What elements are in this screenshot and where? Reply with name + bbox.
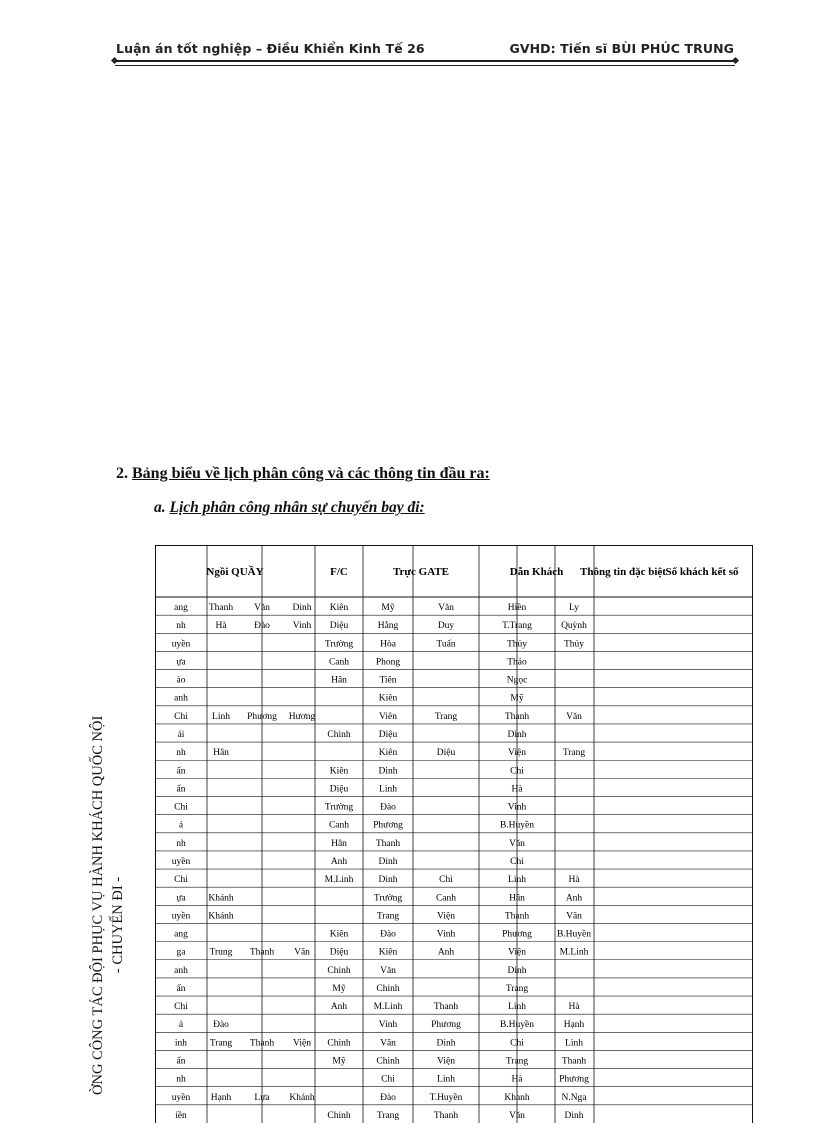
table-cell: Trường — [373, 893, 403, 904]
table-cell: Hà — [568, 875, 580, 886]
table-cell: Kiên — [378, 748, 398, 759]
table-cell: Dinh — [564, 1110, 584, 1121]
table-cell: Linh — [508, 1002, 526, 1013]
table-cell: inh — [174, 1038, 188, 1049]
table-cell: Hà — [215, 621, 227, 632]
table-cell: Dinh — [507, 730, 527, 741]
header-rule — [115, 60, 735, 66]
table-cell: Linh — [379, 784, 397, 795]
table-cell: Kiên — [329, 929, 349, 940]
section-title: Bảng biểu về lịch phân công và các thông tin đầu ra: — [132, 465, 490, 482]
table-cell: Viện — [508, 748, 526, 759]
table-cell: Đào — [380, 802, 396, 813]
table-cell: Văn — [509, 838, 525, 849]
table-cell: Viên — [379, 711, 397, 722]
table-cell: Linh — [508, 875, 526, 886]
subsection-heading — [154, 499, 425, 517]
table-cell: Thanh — [375, 838, 401, 849]
header-left-title: Luận án tốt nghiệp – Điều Khiển Kinh Tế 26 — [116, 41, 425, 56]
table-cell: B.Huyền — [556, 929, 592, 940]
table-cell: Trang — [562, 748, 586, 759]
table-cell: ải — [177, 730, 185, 741]
table-cell: anh — [174, 965, 188, 976]
header-thong-tin: Thông tin đặc biệt — [580, 566, 666, 578]
header-truc-gate: Trực GATE — [393, 566, 449, 578]
table-cell: Đào — [254, 621, 270, 632]
header-dan-khach: Dẫn Khách — [509, 566, 564, 578]
table-cell: T.Trang — [502, 621, 532, 632]
table-cell: Hạnh — [563, 1020, 585, 1031]
table-cell: ga — [176, 947, 186, 958]
table-cell: Chinh — [327, 1038, 351, 1049]
table-cell: Đào — [380, 1092, 396, 1103]
table-cell: Khánh — [289, 1092, 315, 1103]
table-cell: Diệu — [329, 621, 349, 632]
table-cell: Phương — [373, 820, 403, 831]
subsection-prefix: a. — [154, 499, 166, 516]
table-cell: Văn — [254, 603, 270, 614]
table-cell: Văn — [380, 965, 396, 976]
rotated-title-line1: ỜNG CÔNG TÁC ĐỘI PHỤC VỤ HÀNH KHÁCH QUỐC NỘI — [90, 715, 106, 1095]
table-cell: Chinh — [327, 965, 351, 976]
header-right-advisor: GVHD: Tiến sĩ BÙI PHÚC TRUNG — [509, 41, 734, 56]
table-cell: Thảo — [507, 657, 527, 668]
table-cell: Mỹ — [381, 603, 395, 614]
table-cell: Diệu — [378, 730, 398, 741]
table-cell: Hân — [331, 675, 347, 686]
table-cell: Văn — [566, 911, 582, 922]
table-cell: Chinh — [327, 730, 351, 741]
table-cell: Hạnh — [210, 1092, 232, 1103]
table-cell: ấn — [176, 1056, 186, 1067]
table-cell: Trung — [209, 947, 233, 958]
table-cell: nh — [176, 748, 186, 759]
table-cell: nh — [176, 838, 186, 849]
table-cell: Anh — [330, 856, 348, 867]
table-cell: ấn — [176, 766, 186, 777]
table-cell: ựa — [176, 657, 186, 668]
table-cell: Văn — [380, 1038, 396, 1049]
table-cell: Trang — [376, 1110, 400, 1121]
table-cell: Viện — [437, 911, 455, 922]
table-cell: Chinh — [327, 1110, 351, 1121]
table-cell: Canh — [328, 820, 350, 831]
table-cell: ấn — [176, 983, 186, 994]
table-cell: Thanh — [504, 711, 530, 722]
table-cell: Dinh — [292, 603, 312, 614]
table-cell: Dinh — [378, 766, 398, 777]
table-cell: Kiên — [378, 693, 398, 704]
table-cell: Khánh — [208, 893, 234, 904]
table-cell: Phong — [375, 657, 401, 668]
table-cell: Thanh — [433, 1110, 459, 1121]
table-cell: Linh — [565, 1038, 583, 1049]
table-cell: Chi — [174, 802, 188, 813]
table-cell: Chinh — [376, 1056, 400, 1067]
table-cell: nh — [176, 1074, 186, 1085]
table-cell: Thanh — [208, 603, 234, 614]
table-cell: ang — [174, 929, 188, 940]
table-cell: Phương — [502, 929, 532, 940]
table-cell: Hân — [331, 838, 347, 849]
table-cell: Trường — [324, 639, 354, 650]
schedule-table — [155, 545, 755, 1128]
table-cell: Trang — [505, 1056, 529, 1067]
table-cell: Dinh — [507, 965, 527, 976]
table-cell: M.Linh — [559, 947, 589, 958]
table-cell: Văn — [566, 711, 582, 722]
table-cell: uyền — [171, 639, 191, 650]
table-cell: Trang — [505, 983, 529, 994]
table-cell: Đào — [213, 1020, 229, 1031]
table-cell: Diệu — [436, 748, 456, 759]
table-cell: Chi — [439, 875, 453, 886]
table-cell: Viện — [293, 1038, 311, 1049]
table-border — [156, 546, 753, 1124]
table-cell: M.Linh — [324, 875, 354, 886]
table-cell: Ngọc — [506, 675, 528, 686]
table-cell: Duy — [437, 621, 455, 632]
table-cell: Trang — [209, 1038, 233, 1049]
table-cell: Chi — [174, 711, 188, 722]
table-cell: Hà — [568, 1002, 580, 1013]
rule-left-diamond-icon — [111, 57, 118, 64]
rule-right-diamond-icon — [732, 57, 739, 64]
table-cell: Quỳnh — [561, 621, 587, 632]
table-cell: Lựa — [254, 1092, 270, 1103]
table-cell: Hân — [213, 748, 229, 759]
subsection-title: Lịch phân công nhân sự chuyến bay đi: — [169, 499, 425, 516]
table-cell: Phương — [559, 1074, 589, 1085]
table-cell: Vinh — [507, 802, 527, 813]
table-cell: T.Huyền — [429, 1092, 463, 1103]
table-cell: ang — [174, 603, 188, 614]
table-cell: Kiên — [329, 766, 349, 777]
table-cell: Vinh — [292, 621, 312, 632]
table-cell: Dinh — [378, 875, 398, 886]
table-cell: anh — [174, 693, 188, 704]
table-cell: Dinh — [378, 856, 398, 867]
table-cell: Văn — [438, 603, 454, 614]
header-so-khach: Số khách kết số — [665, 566, 739, 578]
table-cell: Thanh — [433, 1002, 459, 1013]
table-cell: Tiên — [379, 675, 397, 686]
table-cell: Trường — [324, 802, 354, 813]
table-cell: Chinh — [376, 983, 400, 994]
table-cell: Phương — [247, 711, 277, 722]
rotated-title-line2: - CHUYẾN ĐI - — [110, 876, 126, 974]
table-cell: Linh — [212, 711, 230, 722]
table-cell: Thanh — [504, 911, 530, 922]
table-cell: Văn — [509, 1110, 525, 1121]
table-cell: ấn — [176, 784, 186, 795]
table-cell: Viện — [437, 1056, 455, 1067]
table-cell: Phương — [431, 1020, 461, 1031]
table-cell: Ly — [568, 603, 580, 614]
table-cell: Kiên — [329, 603, 349, 614]
table-cell: uyền — [171, 856, 191, 867]
table-cell: Thủy — [506, 639, 528, 650]
table-cell: Vinh — [378, 1020, 398, 1031]
table-cell: ả — [178, 820, 184, 831]
table-cell: Hà — [511, 784, 523, 795]
table-cell: Chi — [510, 1038, 524, 1049]
table-cell: Canh — [435, 893, 457, 904]
table-cell: Hà — [511, 1074, 523, 1085]
table-cell: Diệu — [329, 947, 349, 958]
table-cell: Chi — [174, 1002, 188, 1013]
table-cell: ả — [178, 1020, 184, 1031]
table-cell: Trang — [376, 911, 400, 922]
table-cell: Trang — [434, 711, 458, 722]
table-cell: ào — [176, 675, 186, 686]
table-cell: Mỹ — [332, 983, 346, 994]
table-cell: Hương — [288, 711, 316, 722]
table-cell: Thủy — [563, 639, 585, 650]
table-cell: B.Huyền — [499, 820, 535, 831]
table-cell: Anh — [437, 947, 455, 958]
table-cell: Thanh — [249, 947, 275, 958]
table-cell: Thanh — [249, 1038, 275, 1049]
table-cell: Đào — [380, 929, 396, 940]
table-cell: nh — [176, 621, 186, 632]
table-cell: Diệu — [329, 784, 349, 795]
table-cell: Anh — [565, 893, 583, 904]
table-cell: Hòa — [380, 639, 396, 650]
table-cell: Mỹ — [332, 1056, 346, 1067]
table-cell: Canh — [328, 657, 350, 668]
table-cell: Thanh — [561, 1056, 587, 1067]
table-cell: Kiên — [378, 947, 398, 958]
table-cell: B.Huyền — [499, 1020, 535, 1031]
table-cell: Hằng — [377, 621, 399, 632]
table-cell: Viện — [508, 947, 526, 958]
table-cell: Tuấn — [436, 639, 456, 650]
table-cell: M.Linh — [373, 1002, 403, 1013]
table-cell: Linh — [437, 1074, 455, 1085]
table-cell: Dinh — [436, 1038, 456, 1049]
table-cell: Mỹ — [510, 693, 524, 704]
table-cell: Hiền — [507, 603, 527, 614]
table-cell: ựa — [176, 893, 186, 904]
header-ngoi-quay: Ngồi QUẦY — [206, 566, 264, 578]
table-cell: Chi — [510, 856, 524, 867]
header-fc: F/C — [330, 566, 348, 578]
table-cell: uyền — [171, 1092, 191, 1103]
table-cell: N.Nga — [561, 1092, 587, 1103]
table-cell: uyền — [171, 911, 191, 922]
table-cell: Anh — [330, 1002, 348, 1013]
table-cell: Vinh — [436, 929, 456, 940]
table-cell: Chi — [510, 766, 524, 777]
table-cell: iền — [175, 1110, 187, 1121]
table-cell: Chi — [174, 875, 188, 886]
table-cell: Hân — [509, 893, 525, 904]
rotated-table-title — [88, 715, 128, 1095]
table-cell: Chi — [381, 1074, 395, 1085]
section-number: 2. — [116, 465, 128, 482]
table-cell: Khánh — [208, 911, 234, 922]
section-heading — [116, 465, 490, 483]
table-cell: Khanh — [504, 1092, 530, 1103]
schedule-table-grid — [155, 545, 755, 1123]
table-cell: Văn — [294, 947, 310, 958]
